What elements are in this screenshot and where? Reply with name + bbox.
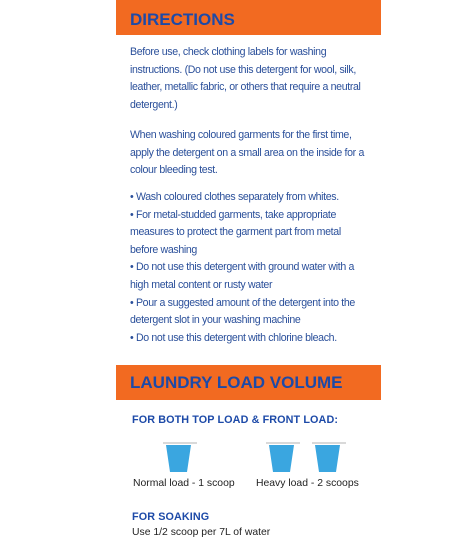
directions-title: DIRECTIONS [130,10,235,29]
soaking-subheading: FOR SOAKING [132,511,210,523]
soaking-instruction: Use 1/2 scoop per 7L of water [132,527,271,538]
directions-bullet-list [130,189,370,347]
directions-banner [116,0,381,35]
normal-load-label: Normal load - 1 scoop [133,478,235,489]
heavy-load-label: Heavy load - 2 scoops [256,478,359,489]
bullet-item: • For metal-studded garments, take appropriate measures to protect the garment part from metal before washing [130,208,341,256]
laundry-load-banner [116,365,381,400]
scoop-icon-graphic [266,442,300,474]
scoop-icon-graphic [163,442,197,474]
bullet-item: • Do not use this detergent with ground water with a high metal content or rusty water [130,261,355,291]
bullet-item: • Pour a suggested amount of the detergent into the detergent slot in your washing machine [130,296,355,327]
both-load-subheading: FOR BOTH TOP LOAD & FRONT LOAD: [132,414,339,426]
paragraph-text: When washing coloured garments for the first time, apply the detergent on a small area on the inside for a colour bleeding test. [130,129,364,177]
scoop-icon [312,442,346,474]
instructions-panel [116,0,381,540]
directions-paragraph-1 [130,44,370,114]
bullet-item: • Wash coloured clothes separately from whites. [130,191,339,203]
laundry-load-title: LAUNDRY LOAD VOLUME [130,373,343,392]
scoop-icon-graphic [312,442,346,474]
directions-paragraph-2 [130,127,370,180]
paragraph-text: Before use, check clothing labels for washing instructions. (Do not use this detergent for wool, silk, leather, metallic fabric, or others that require a neutral detergent.) [130,46,361,111]
bullet-item: • Do not use this detergent with chlorine bleach. [130,331,337,344]
scoop-icon [163,442,197,474]
scoop-icon [266,442,300,474]
